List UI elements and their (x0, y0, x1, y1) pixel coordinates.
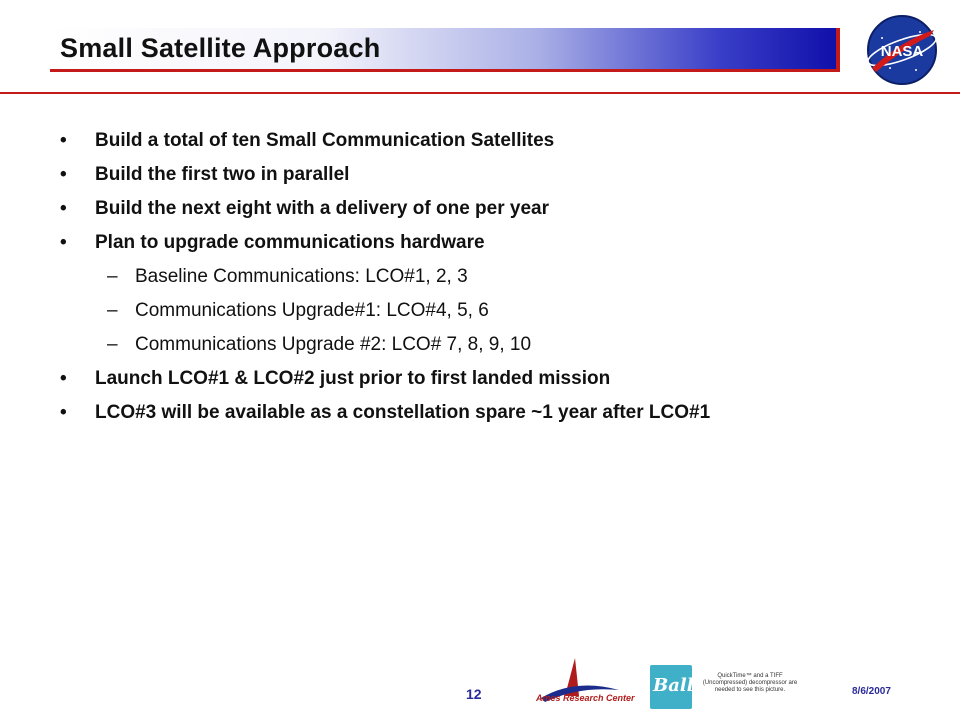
bullet-item (55, 396, 945, 430)
sub-bullet-marker: – (107, 300, 118, 321)
bullet-marker: • (60, 164, 67, 185)
ball-logo (650, 665, 692, 709)
bullet-text: Launch LCO#1 & LCO#2 just prior to first landed mission (95, 368, 611, 389)
nasa-logo-icon (862, 10, 942, 90)
ball-logo-text: Ball (653, 675, 694, 696)
sub-bullet-text: Communications Upgrade#1: LCO#4, 5, 6 (135, 300, 489, 321)
sub-bullet-text: Baseline Communications: LCO#1, 2, 3 (135, 266, 468, 287)
bullet-marker: • (60, 232, 67, 253)
bullet-marker: • (60, 198, 67, 219)
bullet-marker: • (60, 130, 67, 151)
bullet-text: Plan to upgrade communications hardware (95, 232, 485, 253)
bullet-text: LCO#3 will be available as a constellation spare ~1 year after LCO#1 (95, 402, 711, 423)
quicktime-placeholder-note: QuickTime™ and a TIFF (Uncompressed) decompressor are needed to see this picture. (702, 673, 798, 693)
bullet-item (55, 124, 945, 158)
sub-bullet-marker: – (107, 266, 118, 287)
sub-bullet-text: Communications Upgrade #2: LCO# 7, 8, 9, 10 (135, 334, 532, 355)
bullet-marker: • (60, 368, 67, 389)
bullet-item (55, 226, 945, 260)
bullet-item (55, 192, 945, 226)
bullet-marker: • (60, 402, 67, 423)
bullet-text: Build the next eight with a delivery of one per year (95, 198, 549, 219)
bullet-item (55, 158, 945, 192)
bullet-text: Build the first two in parallel (95, 164, 350, 185)
bullet-list (55, 124, 945, 430)
page-number: 12 (466, 686, 482, 702)
slide-title: Small Satellite Approach (60, 33, 381, 63)
sub-bullet-item (55, 294, 945, 328)
sub-bullet-item (55, 328, 945, 362)
slide-date: 8/6/2007 (852, 686, 891, 697)
bullet-text: Build a total of ten Small Communication Satellites (95, 130, 555, 151)
bullet-item (55, 362, 945, 396)
nasa-logo-text: NASA (880, 43, 924, 60)
sub-bullet-marker: – (107, 334, 118, 355)
ames-label: Ames Research Center (536, 693, 635, 703)
sub-bullet-item (55, 260, 945, 294)
header-divider (0, 92, 960, 94)
